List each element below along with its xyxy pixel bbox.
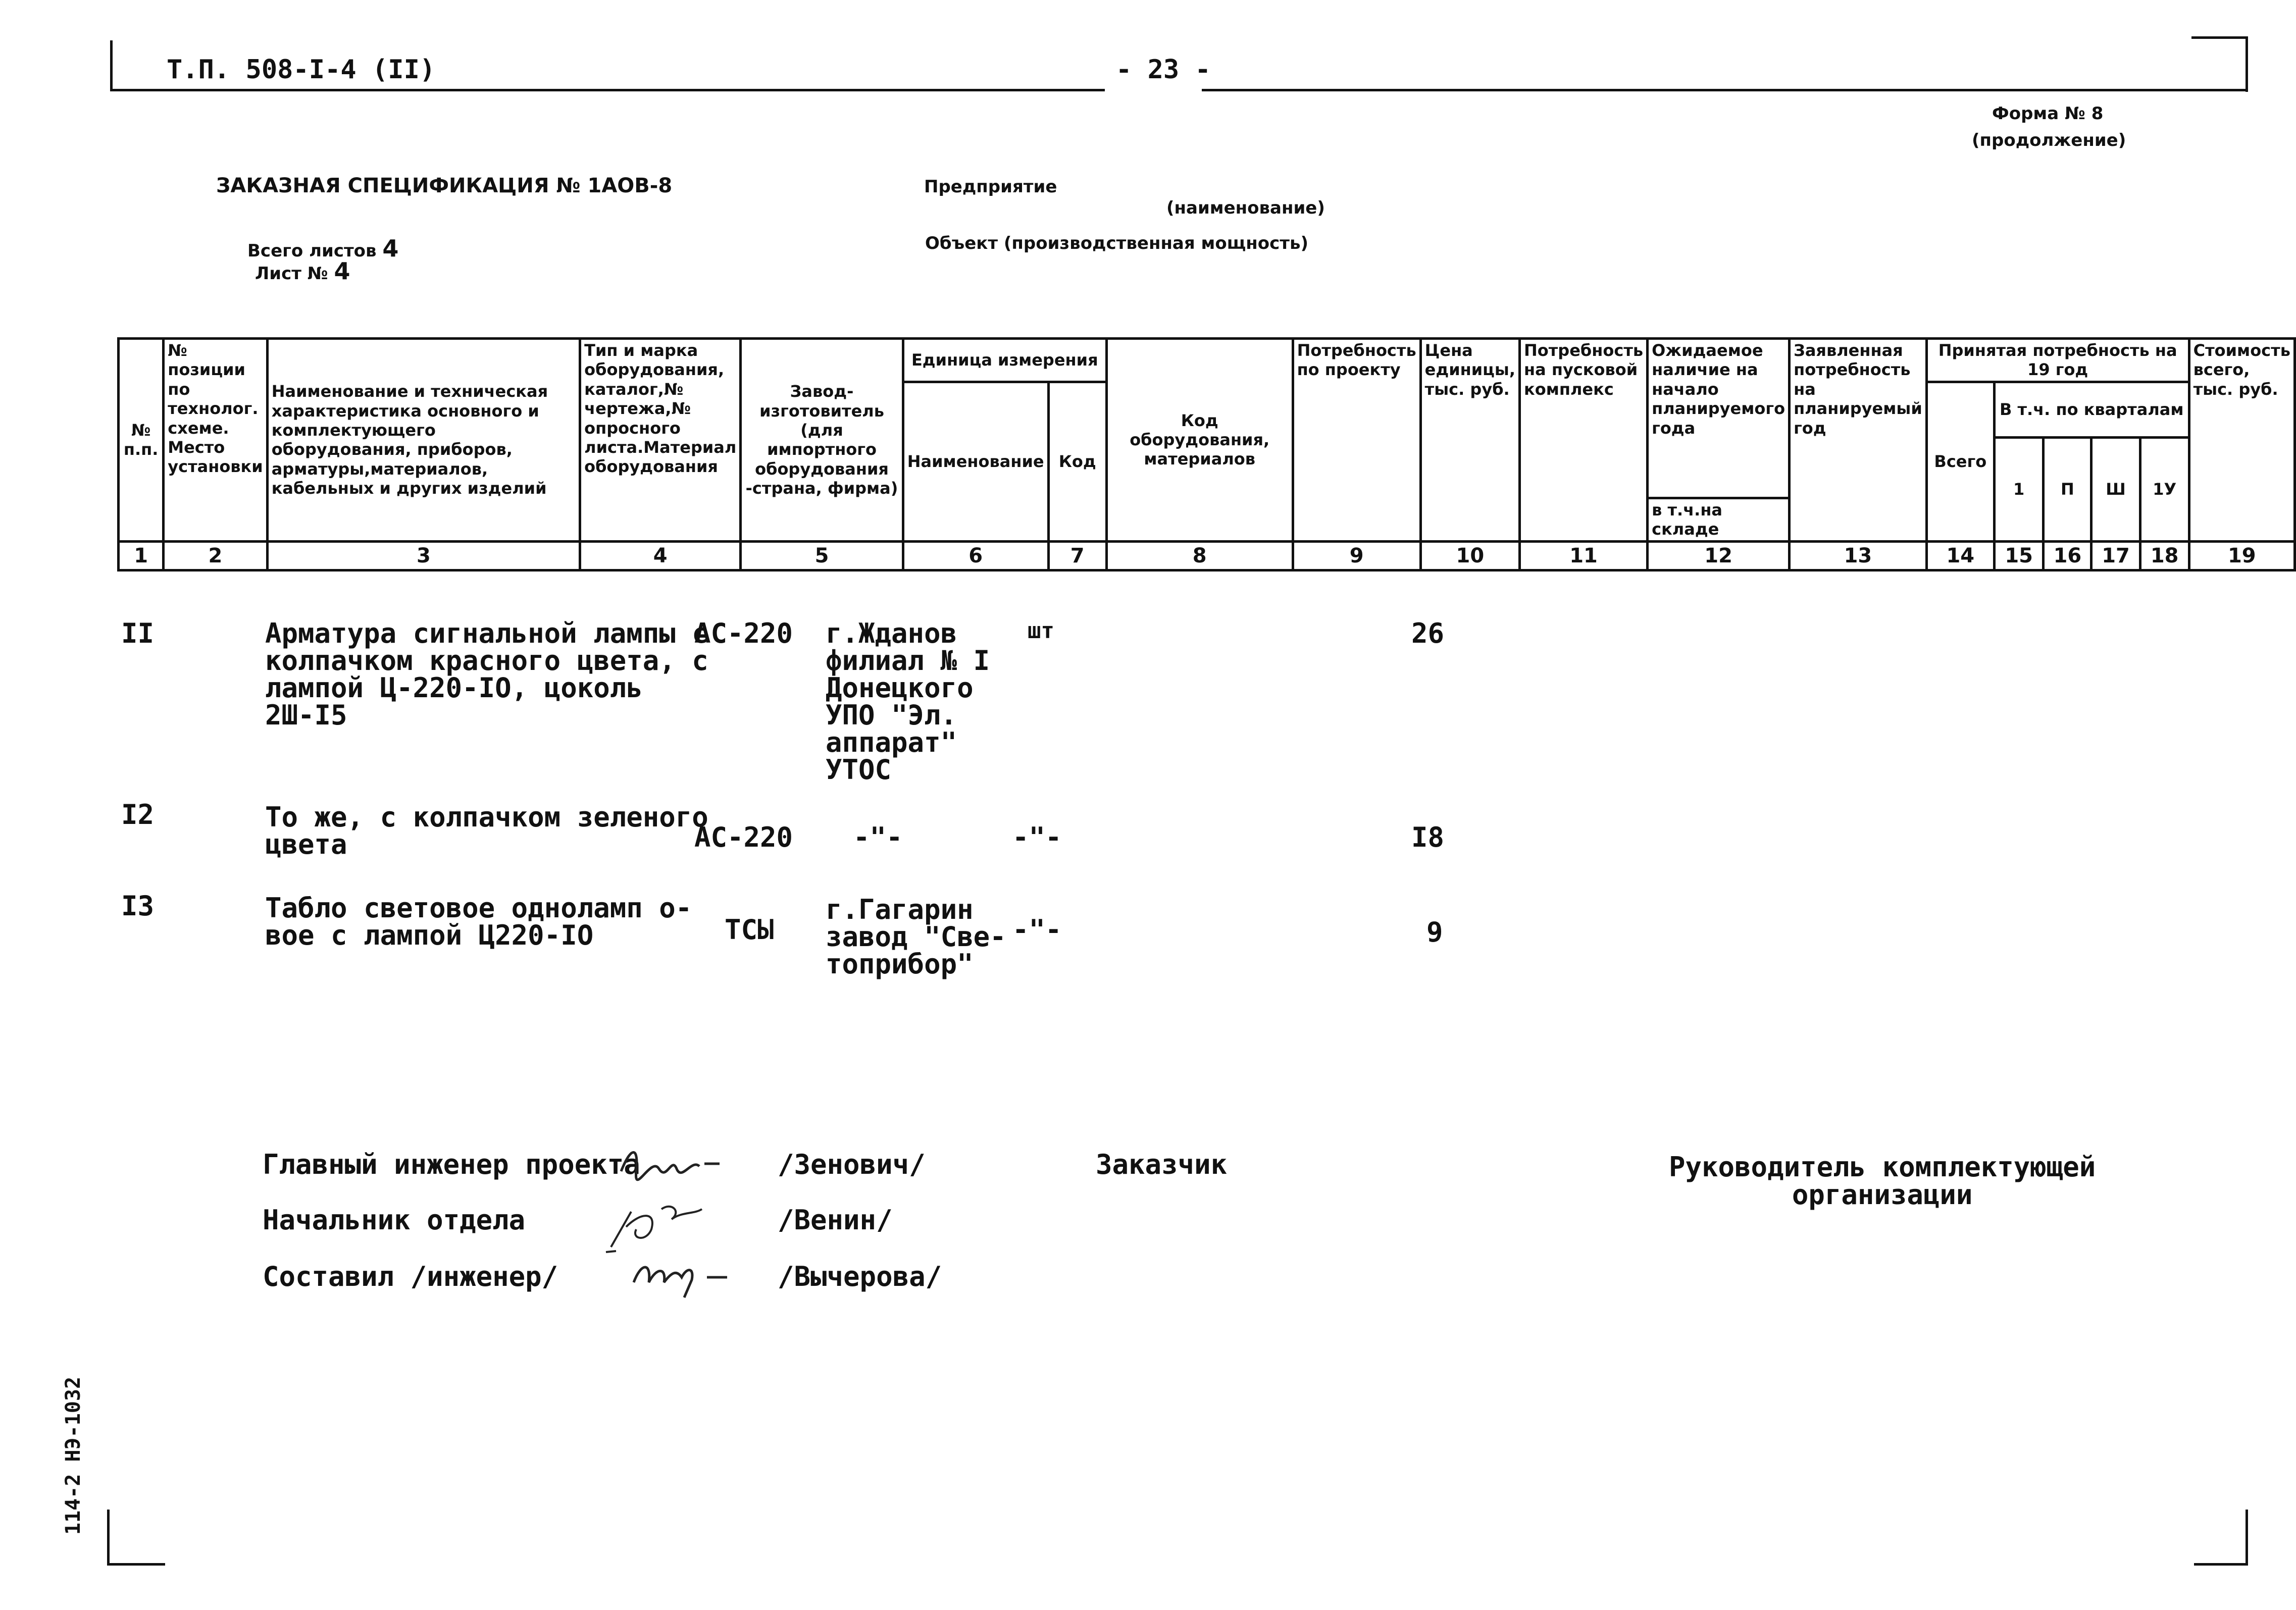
column-number: 2 — [164, 541, 267, 570]
compiled-label: Составил /инженер/ — [263, 1261, 558, 1292]
side-stamp: 114-2 НЭ-1032 — [62, 1376, 85, 1535]
column-number: 6 — [903, 541, 1048, 570]
row-maker — [826, 896, 1006, 978]
row-num: I2 — [121, 799, 155, 830]
col-header-17: Ш — [2091, 437, 2140, 541]
row-name-line: Арматура сигнальной лампы с — [265, 617, 708, 649]
chief-engineer-signature — [616, 1141, 727, 1186]
frame-top-right-vertical — [2246, 36, 2248, 92]
row-maker-line: аппарат" — [826, 726, 957, 758]
dept-head-name: /Венин/ — [778, 1204, 893, 1236]
column-number-row — [119, 541, 2295, 570]
col-header-15: 1 — [1994, 437, 2044, 541]
col-header-10: Цена единицы, тыс. руб. — [1420, 339, 1519, 542]
org-head-label-line-1: Руководитель комплектующей — [1669, 1151, 2096, 1183]
col-header-1: № п.п. — [119, 339, 164, 542]
col-header-4: Тип и марка оборудования, каталог,№ чертежа,№ опросного листа.Материал оборудования — [580, 339, 741, 542]
frame-bottom-left-vertical — [107, 1510, 110, 1565]
org-head-label-line-2: организации — [1792, 1179, 1973, 1211]
form-label: Форма № 8 — [1992, 103, 2104, 124]
row-type: АС-220 — [694, 617, 793, 649]
row-maker-line: УПО "Эл. — [826, 699, 957, 731]
col-header-5: Завод-изготовитель (для импортного оборудования -страна, фирма) — [741, 339, 903, 542]
enterprise-note: (наименование) — [1166, 198, 1325, 218]
column-number: 10 — [1420, 541, 1519, 570]
row-name — [265, 892, 692, 951]
row-num: II — [121, 617, 155, 649]
row-maker-line: филиал № I — [826, 645, 990, 677]
column-number: 7 — [1048, 541, 1106, 570]
row-name-line: Табло световое одноламп о- — [265, 892, 692, 924]
frame-top-left-horizontal — [110, 89, 1105, 91]
col-header-18: 1У — [2140, 437, 2189, 541]
col-header-16: П — [2044, 437, 2091, 541]
row-name-line: колпачком красного цвета, с — [265, 645, 708, 677]
col-header-13: Заявленная потребность на планируемый год — [1790, 339, 1927, 542]
column-number: 11 — [1519, 541, 1647, 570]
col-header-accepted: Принятая потребность на 19 год — [1926, 339, 2189, 382]
row-name-line: цвета — [265, 828, 347, 860]
row-maker — [826, 617, 990, 786]
column-number: 5 — [741, 541, 903, 570]
compiled-name: /Вычерова/ — [778, 1261, 942, 1292]
row-unit: -"- — [1012, 821, 1062, 853]
col-header-12a: Ожидаемое наличие на начало планируемого года — [1648, 339, 1790, 498]
column-number: 1 — [119, 541, 164, 570]
enterprise-label: Предприятие — [924, 177, 1057, 197]
row-maker: -"- — [853, 821, 903, 853]
frame-bottom-right-vertical — [2246, 1510, 2248, 1565]
row-num: I3 — [121, 890, 155, 922]
row-name — [265, 801, 708, 860]
spec-table-header — [117, 337, 2296, 572]
row-maker-line: завод "Све- — [826, 921, 1006, 953]
customer-label: Заказчик — [1096, 1149, 1228, 1180]
col-header-2: № позиции по технолог. схеме. Место установки — [164, 339, 267, 542]
chief-engineer-name: /Зенович/ — [778, 1149, 926, 1180]
col-header-14: Всего — [1926, 382, 1994, 541]
row-qty: 26 — [1411, 617, 1445, 649]
frame-bottom-left-horizontal — [107, 1563, 165, 1566]
row-name-line: 2Ш-I5 — [265, 699, 347, 731]
col-header-8: Код оборудования, материалов — [1106, 339, 1293, 542]
row-maker-line: УТОС — [826, 754, 892, 786]
form-note: (продолжение) — [1972, 130, 2126, 150]
col-header-12b: в т.ч.на складе — [1648, 498, 1790, 541]
column-number: 15 — [1994, 541, 2044, 570]
column-number: 19 — [2189, 541, 2294, 570]
col-header-quarters: В т.ч. по кварталам — [1994, 382, 2189, 437]
row-qty: I8 — [1411, 821, 1445, 853]
col-header-11: Потребность на пусковой комплекс — [1519, 339, 1647, 542]
sheet-number — [255, 257, 350, 285]
column-number: 18 — [2140, 541, 2189, 570]
document-code: Т.П. 508-I-4 (II) — [167, 55, 436, 85]
row-type: АС-220 — [694, 821, 793, 853]
col-header-3: Наименование и техническая характеристика основного и комплектующего оборудования, приборов, арматуры,материалов, кабельных и других изделий — [267, 339, 580, 542]
total-sheets-value: 4 — [382, 235, 399, 262]
chief-engineer-label: Главный инженер проекта — [263, 1149, 640, 1180]
row-name-line: вое с лампой Ц220-IO — [265, 919, 594, 951]
org-head-label — [1669, 1151, 2096, 1211]
row-type: ТСЫ — [725, 914, 774, 946]
row-maker-line: топрибор" — [826, 948, 974, 980]
frame-top-right-corner-h — [2191, 36, 2247, 39]
column-number: 12 — [1648, 541, 1790, 570]
frame-top-left-vertical — [110, 40, 113, 91]
column-number: 4 — [580, 541, 741, 570]
column-number: 3 — [267, 541, 580, 570]
row-unit: шт — [1028, 618, 1054, 644]
page-number: - 23 - — [1116, 55, 1211, 85]
object-label: Объект (производственная мощность) — [925, 233, 1309, 253]
column-number: 16 — [2044, 541, 2091, 570]
frame-bottom-right-horizontal — [2194, 1563, 2248, 1566]
column-number: 8 — [1106, 541, 1293, 570]
compiled-signature — [626, 1247, 747, 1303]
row-qty: 9 — [1426, 916, 1443, 948]
row-maker-line: Донецкого — [826, 672, 974, 704]
col-header-7: Код — [1048, 382, 1106, 541]
column-number: 17 — [2091, 541, 2140, 570]
col-header-6: Наименование — [903, 382, 1048, 541]
column-number: 14 — [1926, 541, 1994, 570]
frame-top-right-horizontal — [1202, 89, 2248, 91]
column-number: 9 — [1293, 541, 1420, 570]
sheet-value: 4 — [334, 257, 350, 285]
dept-head-label: Начальник отдела — [263, 1204, 526, 1236]
spec-title: ЗАКАЗНАЯ СПЕЦИФИКАЦИЯ № 1АОВ-8 — [216, 174, 673, 197]
row-name-line: лампой Ц-220-IO, цоколь — [265, 672, 643, 704]
row-maker-line: г.Гагарин — [826, 894, 974, 925]
col-header-unit: Единица измерения — [903, 339, 1106, 382]
sheet-label: Лист № — [255, 264, 328, 284]
row-name — [265, 617, 708, 731]
row-name-line: То же, с колпачком зеленого — [265, 801, 708, 833]
total-sheets-label: Всего листов — [247, 241, 377, 261]
column-number: 13 — [1790, 541, 1927, 570]
row-maker-line: г.Жданов — [826, 617, 957, 649]
row-unit: -"- — [1012, 914, 1062, 946]
col-header-9: Потребность по проекту — [1293, 339, 1420, 542]
col-header-19: Стоимость всего, тыс. руб. — [2189, 339, 2294, 542]
